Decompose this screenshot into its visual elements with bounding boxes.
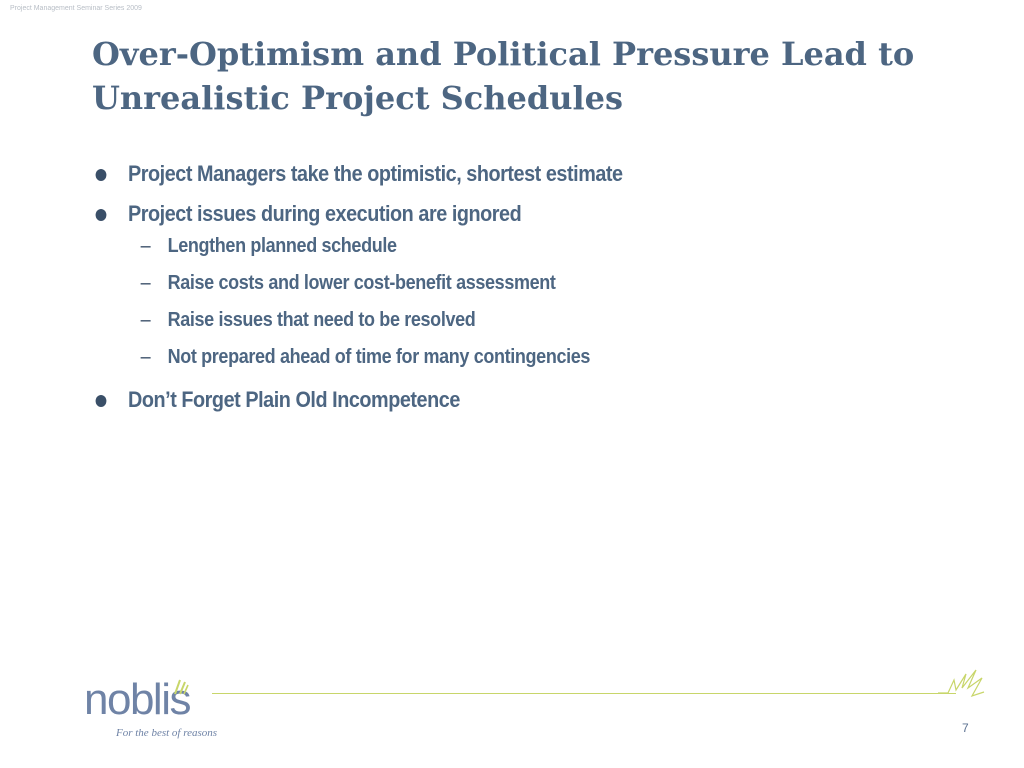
bullet-dot-icon xyxy=(96,169,107,181)
bullet-item xyxy=(92,198,884,376)
bullet-item xyxy=(92,384,884,416)
bullet-item xyxy=(92,158,884,190)
sub-bullet-item xyxy=(128,339,884,376)
bullet-list xyxy=(92,158,972,424)
bullet-text: Project Managers take the optimistic, shortest estimate xyxy=(128,161,623,186)
header-note: Project Management Seminar Series 2009 xyxy=(10,5,142,12)
rule-flourish-icon xyxy=(938,666,988,708)
sub-bullet-text: Lengthen planned schedule xyxy=(167,235,397,257)
logo-spark-icon xyxy=(171,676,191,696)
bullet-dot-icon xyxy=(96,395,107,407)
sub-bullet-item xyxy=(128,265,884,302)
sub-bullet-text: Raise issues that need to be resolved xyxy=(167,309,476,331)
bullet-text: Don’t Forget Plain Old Incompetence xyxy=(128,387,460,412)
sub-bullet-list xyxy=(128,228,884,376)
dash-icon: – xyxy=(140,235,151,257)
noblis-logo: noblis xyxy=(84,675,190,724)
dash-icon: – xyxy=(140,272,151,294)
sub-bullet-item xyxy=(128,228,884,265)
page-number: 7 xyxy=(962,721,969,735)
slide-title: Over-Optimism and Political Pressure Lead to Unrealistic Project Schedules xyxy=(92,35,915,117)
bullet-dot-icon xyxy=(96,209,107,221)
footer-rule xyxy=(212,693,956,694)
dash-icon: – xyxy=(140,346,151,368)
sub-bullet-text: Not prepared ahead of time for many contingencies xyxy=(167,346,591,368)
tagline: For the best of reasons xyxy=(116,727,218,739)
dash-icon: – xyxy=(140,309,151,331)
sub-bullet-item xyxy=(128,302,884,339)
bullet-text: Project issues during execution are ignored xyxy=(128,201,522,226)
sub-bullet-text: Raise costs and lower cost-benefit assessment xyxy=(167,272,556,294)
